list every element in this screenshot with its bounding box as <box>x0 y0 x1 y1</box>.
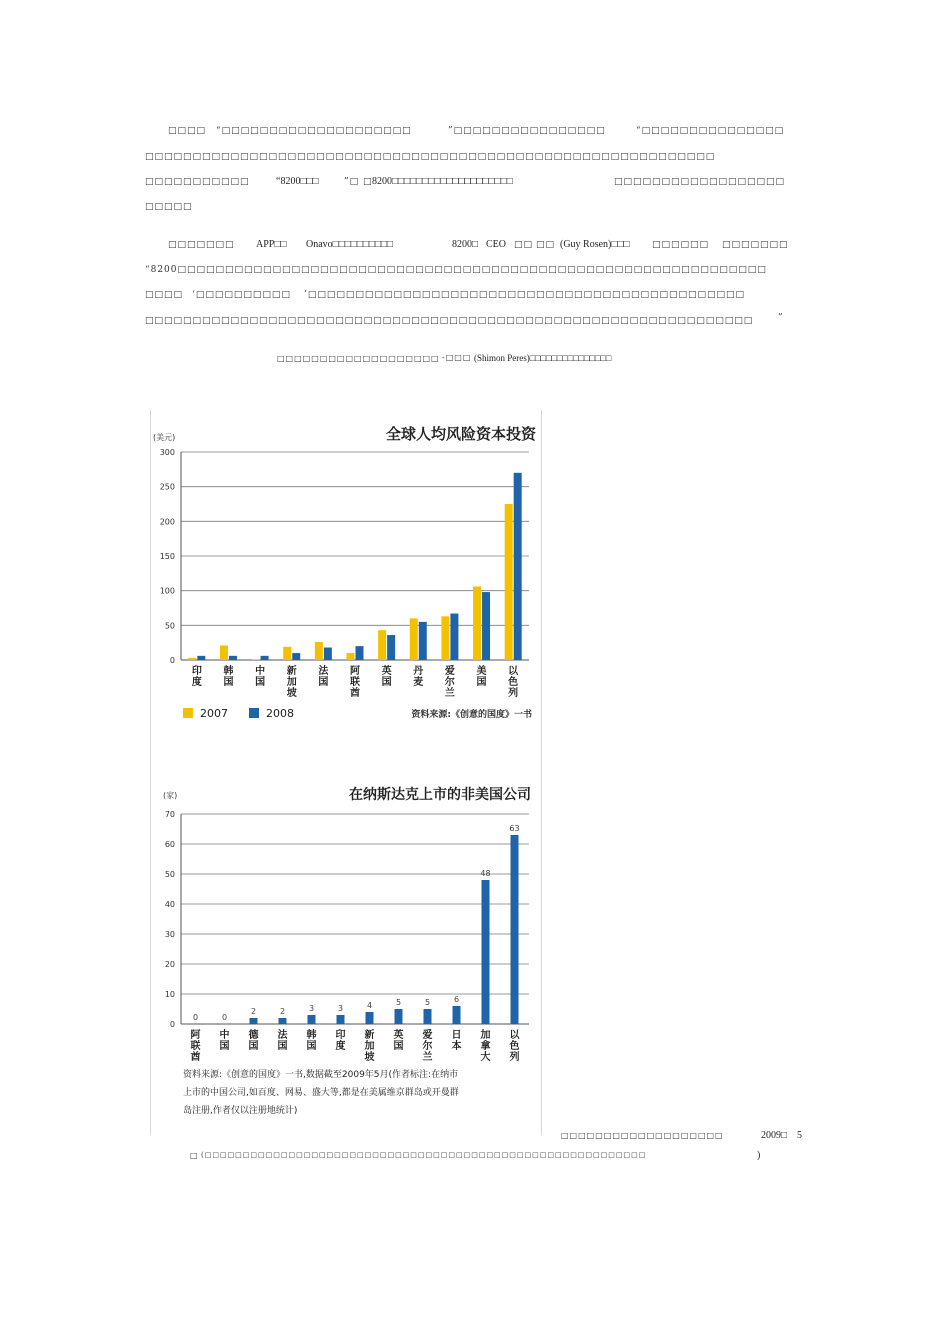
chart2-data-label: 5 <box>395 998 402 1007</box>
chart2-bar <box>308 1015 316 1024</box>
p1-line-3-segment: “8200□□□ <box>276 176 319 187</box>
chart-figure <box>150 410 542 1135</box>
chart1-ytick-label: 250 <box>159 482 175 492</box>
chart2-category-label: 以色列 <box>509 1030 520 1063</box>
chart2-data-label: 3 <box>308 1004 315 1013</box>
chart2-source-line: 上市的中国公司,如百度、网易、盛大等,都是在美属维京群岛或开曼群 <box>183 1088 459 1098</box>
chart1-ytick-label: 100 <box>159 586 175 596</box>
chart1-bar <box>410 618 418 660</box>
chart1-bar <box>188 658 196 660</box>
chart1-bar <box>482 592 490 660</box>
chart2-bar <box>366 1012 374 1024</box>
quote-segment: -□□□ <box>442 353 472 362</box>
p2-line-3-segment: □□□□ <box>145 290 184 300</box>
chart1-ytick-label: 150 <box>159 552 175 561</box>
chart2-category-label: 印度 <box>335 1030 346 1052</box>
chart2-ytick-label: 0 <box>169 1020 175 1029</box>
chart2-bar <box>453 1006 461 1024</box>
legend-2007-label: 2007 <box>200 707 228 720</box>
chart2-unit: (家) <box>163 791 178 800</box>
quote-segment: □□□□□□□□□□□□□□□□□□□ <box>277 354 440 363</box>
chart2-ytick-label: 50 <box>164 870 175 879</box>
chart1-category-label: 以色列 <box>508 666 519 699</box>
chart1-category-label: 新加坡 <box>286 666 297 699</box>
chart2-source-line: 资料来源:《创意的国度》一书,数据截至2009年5月(作者标注:在纳市 <box>183 1070 459 1080</box>
chart2-data-label: 6 <box>453 995 460 1004</box>
chart1-category-label: 印度 <box>191 666 202 688</box>
chart2-data-label: 0 <box>221 1013 228 1022</box>
p2-line-1-segment: □□ <box>536 240 556 250</box>
caption-line-2-segment: ) <box>757 1150 761 1161</box>
chart1-category-label: 美国 <box>476 666 487 688</box>
chart1-bar <box>220 645 228 660</box>
p1-line-1-segment: “□□□□□□□□□□□□□□□ <box>636 126 785 136</box>
chart2-data-label: 2 <box>279 1007 286 1016</box>
p2-line-4-segment: □□□□□□□□□□□□□□□□□□□□□□□□□□□□□□□□□□□□□□□□□□□□□□□□□□□□□□□□□□□□□□□□ <box>145 316 754 326</box>
p2-line-1-segment: □□□□□□□ <box>722 240 789 250</box>
chart2-data-label: 3 <box>337 1004 344 1013</box>
chart1-bar <box>315 642 323 660</box>
chart1-bar <box>347 653 355 660</box>
chart2-bar <box>337 1015 345 1024</box>
chart2-category-label: 中国 <box>219 1030 230 1052</box>
chart1-bar <box>387 635 395 660</box>
caption-line-2-segment: (□□□□□□□□□□□□□□□□□□□□□□□□□□□□□□□□□□□□□□□□□□□□□□□□□□□□□□□□□□ <box>201 1151 647 1159</box>
caption-line-2-segment: □ <box>190 1151 199 1160</box>
caption-line-1-segment: 2009□ <box>761 1130 788 1141</box>
chart1-ytick-label: 50 <box>164 621 175 631</box>
p2-line-1-segment: CEO <box>486 239 506 250</box>
chart1-bar <box>378 630 386 660</box>
legend-2008-label: 2008 <box>266 707 294 720</box>
legend-2007-swatch <box>183 708 193 718</box>
chart1-bar <box>505 504 513 660</box>
chart2-category-label: 爱尔兰 <box>422 1030 433 1063</box>
chart1-category-label: 法国 <box>318 666 329 688</box>
caption-line-1-segment: 5 <box>797 1130 802 1141</box>
chart2-source-line: 岛注册,作者仅以注册地统计) <box>183 1106 298 1116</box>
p2-line-1-segment: □□ <box>514 240 534 250</box>
chart2-category-label: 阿联酋 <box>190 1030 201 1063</box>
chart2-category-label: 德国 <box>248 1030 259 1052</box>
chart1-ytick-label: 0 <box>169 656 175 665</box>
p1-line-1-segment: ”□□□□□□□□□□□□□□□□ <box>448 126 606 136</box>
p2-line-1-segment: (Guy Rosen)□□□ <box>560 239 630 250</box>
chart1-bar <box>252 659 260 660</box>
chart1-source: 资料来源:《创意的国度》一书 <box>411 710 532 720</box>
p2-line-2: “8200□□□□□□□□□□□□□□□□□□□□□□□□□□□□□□□□□□□□□□□□□□□□□□□□□□□□□□□□□□□□□□ <box>145 265 767 275</box>
chart2-category-label: 英国 <box>393 1030 404 1052</box>
chart2-category-label: 法国 <box>277 1030 288 1052</box>
chart2-ytick-label: 60 <box>164 840 175 849</box>
chart1-category-label: 韩国 <box>223 666 234 688</box>
chart1-bar <box>324 648 332 660</box>
chart2-bar <box>424 1009 432 1024</box>
p2-line-1-segment: □□□□□□ <box>652 240 710 250</box>
chart2-category-label: 日本 <box>451 1030 462 1052</box>
chart2-bar <box>395 1009 403 1024</box>
chart2-bar <box>279 1018 287 1024</box>
p2-line-1-segment: APP□□ <box>256 239 287 250</box>
chart1-bar <box>197 656 205 660</box>
chart1-title: 全球人均风险资本投资 <box>385 425 536 443</box>
p2-line-1-segment: □□□□□□□ <box>168 240 235 250</box>
p1-line-3-segment: □□□□□□□□□□□ <box>145 177 250 187</box>
chart2-data-label: 4 <box>366 1001 373 1010</box>
chart1-bar <box>514 473 522 660</box>
p1-line-3-segment: □□□□□□□□□□□□□□□□□□ <box>614 177 786 187</box>
chart2-data-label: 48 <box>480 869 491 878</box>
p2-line-4-segment: ” <box>778 313 784 323</box>
chart2-ytick-label: 70 <box>164 810 175 819</box>
chart1-category-label: 英国 <box>381 666 392 688</box>
chart1-bar <box>292 653 300 660</box>
chart1-ytick-label: 300 <box>159 448 175 457</box>
chart1-bar <box>450 614 458 660</box>
chart2-data-label: 5 <box>424 998 431 1007</box>
chart2-category-label: 加拿大 <box>480 1030 491 1063</box>
p1-line-1-segment: “□□□□□□□□□□□□□□□□□□□□ <box>216 126 412 136</box>
chart2-bar <box>250 1018 258 1024</box>
chart2-title: 在纳斯达克上市的非美国公司 <box>349 787 531 803</box>
chart1-unit: (美元) <box>153 433 176 442</box>
charts-svg <box>151 410 541 1135</box>
p2-line-1-segment: 8200□ <box>452 239 479 250</box>
chart1-category-label: 丹麦 <box>413 666 424 688</box>
chart1-category-label: 爱尔兰 <box>444 666 455 699</box>
p1-line-2: □□□□□□□□□□□□□□□□□□□□□□□□□□□□□□□□□□□□□□□□□□□□□□□□□□□□□□□□□□□□ <box>145 152 716 162</box>
chart1-category-label: 阿联酋 <box>350 666 360 699</box>
chart2-ytick-label: 40 <box>164 900 175 909</box>
chart2-ytick-label: 30 <box>164 930 175 939</box>
chart2-category-label: 新加坡 <box>364 1030 375 1063</box>
chart1-category-label: 中国 <box>255 666 266 688</box>
chart1-bar <box>283 647 291 660</box>
p1-line-3-segment: ”□ □ <box>344 177 373 187</box>
chart1-bar <box>229 656 237 660</box>
p2-line-3-segment: ’□□□□□□□□□□□□□□□□□□□□□□□□□□□□□□□□□□□□□□□□□□□□□□ <box>304 290 746 300</box>
chart2-data-label: 2 <box>250 1007 257 1016</box>
chart2-ytick-label: 10 <box>164 990 175 999</box>
chart1-bar <box>356 646 364 660</box>
chart1-bar <box>261 656 269 660</box>
chart2-bar <box>482 880 490 1024</box>
legend-2008-swatch <box>249 708 259 718</box>
p1-line-3-segment: 8200□□□□□□□□□□□□□□□□□□□□ <box>372 176 513 187</box>
p1-line-1-segment: □□□□ <box>168 126 207 136</box>
chart1-ytick-label: 200 <box>159 517 175 527</box>
chart1-bar <box>419 622 427 660</box>
p2-line-1-segment: Onavo□□□□□□□□□□ <box>306 239 394 250</box>
chart2-data-label: 63 <box>509 824 520 833</box>
p2-line-3-segment: ‘□□□□□□□□□□ <box>192 290 291 300</box>
chart1-bar <box>441 616 449 660</box>
chart1-bar <box>473 587 481 660</box>
chart2-category-label: 韩国 <box>306 1030 317 1052</box>
chart2-bar <box>511 835 519 1024</box>
quote-segment: (Shimon Peres)□□□□□□□□□□□□□□□ <box>474 353 612 363</box>
chart2-ytick-label: 20 <box>164 960 175 969</box>
chart2-data-label: 0 <box>192 1013 199 1022</box>
caption-line-1-segment: □□□□□□□□□□□□□□□□□□□ <box>561 1131 724 1140</box>
p1-line-4: □□□□□ <box>145 202 193 212</box>
